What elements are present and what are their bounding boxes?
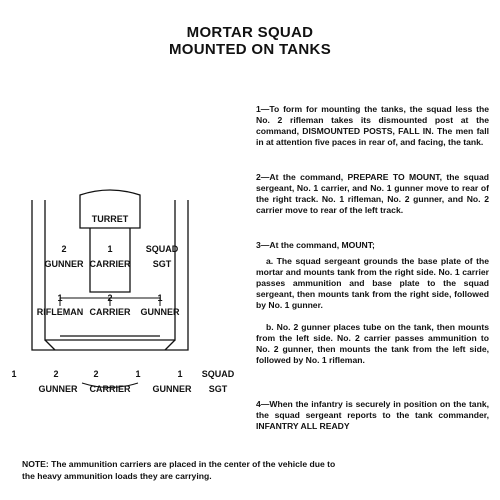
bottom-carrier-label: CARRIER — [89, 384, 131, 394]
row2-gunner-number: 1 — [157, 293, 163, 303]
bottom-number-1: 1 — [11, 369, 17, 379]
row1-gunner-label: GUNNER — [44, 259, 84, 269]
turret-label: TURRET — [91, 214, 129, 224]
row1-squad-label: SQUAD — [145, 244, 179, 254]
instruction-step-3: 3—At the command, MOUNT; — [256, 240, 375, 250]
instruction-step-2: 2—At the command, PREPARE TO MOUNT, the squad sergeant, No. 1 carrier, and No. 1 gunner move to rear of the right track. No. 1 rifleman, No. 2 gunner, and No. 2 carrier move to rear of the left track. — [256, 172, 489, 215]
title-line-1: MORTAR SQUAD — [186, 24, 314, 41]
bottom-number-4: 1 — [135, 369, 141, 379]
title-line-2: MOUNTED ON TANKS — [168, 41, 331, 58]
row1-sgt-label: SGT — [152, 259, 172, 269]
row1-carrier-number: 1 — [107, 244, 113, 254]
bottom-squad-label: SQUAD — [201, 369, 235, 379]
bottom-number-2: 2 — [53, 369, 59, 379]
tank-diagram — [0, 180, 250, 400]
row2-carrier-label: CARRIER — [89, 307, 131, 317]
bottom-number-3: 2 — [93, 369, 99, 379]
row2-rifleman-number: 1 — [57, 293, 63, 303]
bottom-gunner-right-label: GUNNER — [152, 384, 192, 394]
footnote: NOTE: The ammunition carriers are placed in the center of the vehicle due to the heavy ammunition loads they are carrying. — [22, 459, 336, 481]
instruction-step-3b: b. No. 2 gunner places tube on the tank, then mounts from the left side. No. 2 carrier passes ammunition to No. 2 gunner, then mounts the tank from the left side, followed by No. 1 rifleman. — [256, 322, 489, 365]
row2-rifleman-label: RIFLEMAN — [36, 307, 84, 317]
instruction-step-3a: a. The squad sergeant grounds the base plate of the mortar and mounts tank from the right side. No. 1 carrier passes ammunition and base plate to the squad sergeant, then mounts tank from the right side, followed by No. 1 gunner. — [256, 256, 489, 310]
bottom-gunner-left-label: GUNNER — [38, 384, 78, 394]
bottom-sgt-label: SGT — [208, 384, 228, 394]
row1-carrier-label: CARRIER — [89, 259, 131, 269]
row2-carrier-number: 2 — [107, 293, 113, 303]
row2-gunner-label: GUNNER — [140, 307, 180, 317]
instruction-step-4: 4—When the infantry is securely in position on the tank, the squad sergeant reports to the tank commander, INFANTRY ALL READY — [256, 399, 489, 431]
instruction-step-1: 1—To form for mounting the tanks, the squad less the No. 2 rifleman takes its dismounted post at the command, DISMOUNTED POSTS, FALL IN. The men fall in at attention five paces in rear of, and facing, the tank. — [256, 104, 489, 147]
row1-gunner-number: 2 — [61, 244, 67, 254]
bottom-number-5: 1 — [177, 369, 183, 379]
